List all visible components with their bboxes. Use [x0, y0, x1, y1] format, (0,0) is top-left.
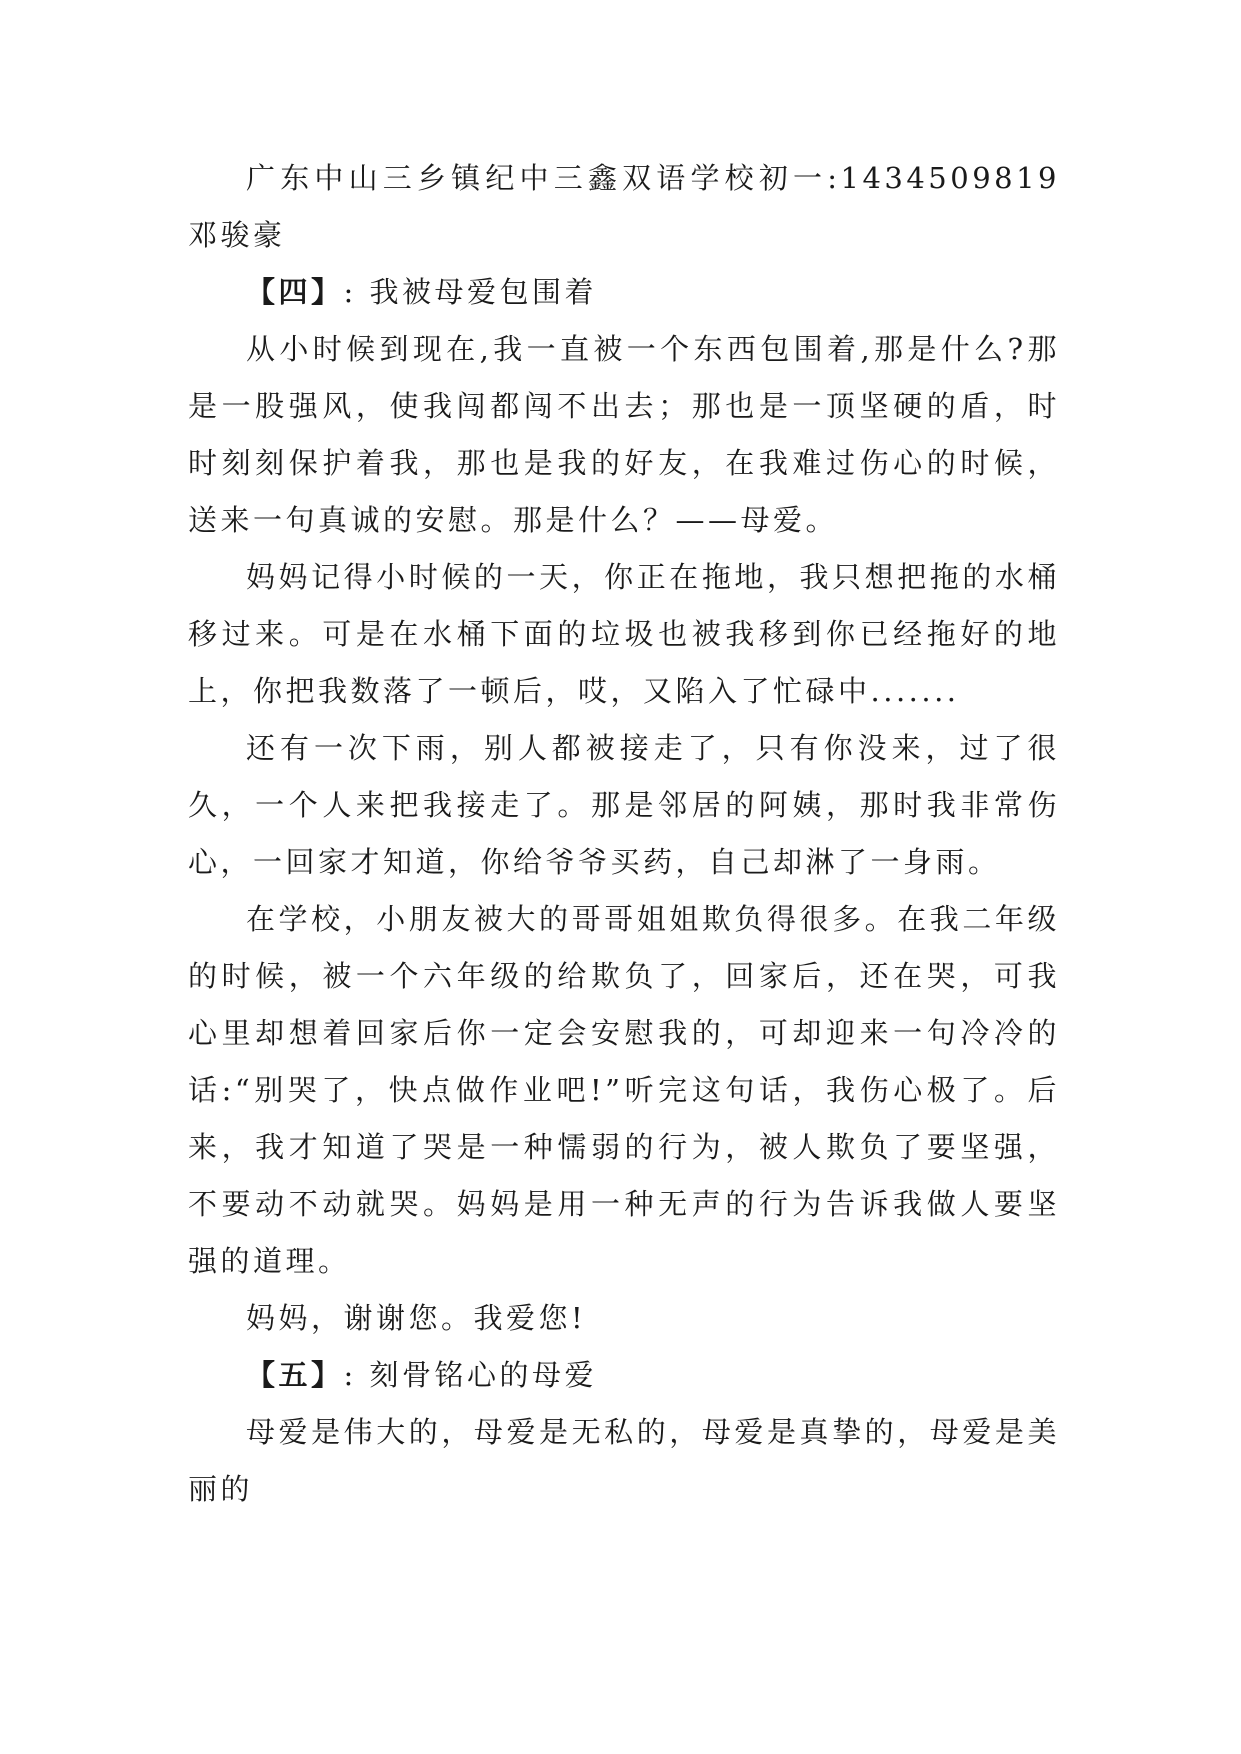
body-paragraph: 从小时候到现在,我一直被一个东西包围着,那是什么?那是一股强风，使我闯都闯不出去；那也是一顶坚硬的盾，时时刻刻保护着我，那也是我的好友，在我难过伤心的时候，送来一句真诚的安慰。那是什么？——母爱。 [188, 332, 1060, 537]
body-paragraph: 母爱是伟大的，母爱是无私的，母爱是真挚的，母爱是美丽的 [188, 1415, 1060, 1506]
section-heading-four [188, 264, 1060, 321]
body-paragraph: 还有一次下雨，别人都被接走了，只有你没来，过了很久，一个人来把我接走了。那是邻居的阿姨，那时我非常伤心，一回家才知道，你给爷爷买药，自己却淋了一身雨。 [188, 731, 1060, 879]
body-paragraph: 妈妈，谢谢您。我爱您! [246, 1301, 587, 1335]
section-title: : 我被母爱包围着 [343, 275, 598, 309]
body-paragraph: 妈妈记得小时候的一天，你正在拖地，我只想把拖的水桶移过来。可是在水桶下面的垃圾也被我移到你已经拖好的地上，你把我数落了一顿后，哎，又陷入了忙碌中....... [188, 560, 1060, 708]
section-marker: 【四】 [246, 275, 344, 309]
section-heading-five [188, 1347, 1060, 1404]
section-title: : 刻骨铭心的母爱 [343, 1358, 598, 1392]
section-marker: 【五】 [246, 1358, 344, 1392]
body-paragraph: 在学校，小朋友被大的哥哥姐姐欺负得很多。在我二年级的时候，被一个六年级的给欺负了，回家后，还在哭，可我心里却想着回家后你一定会安慰我的，可却迎来一句冷冷的话:“别哭了，快点做作业吧!”听完这句话，我伤心极了。后来，我才知道了哭是一种懦弱的行为，被人欺负了要坚强，不要动不动就哭。妈妈是用一种无声的行为告诉我做人要坚强的道理。 [188, 902, 1060, 1278]
author-line: 广东中山三乡镇纪中三鑫双语学校初一:1434509819 邓骏豪 [188, 161, 1060, 252]
document-body [188, 150, 1060, 1518]
